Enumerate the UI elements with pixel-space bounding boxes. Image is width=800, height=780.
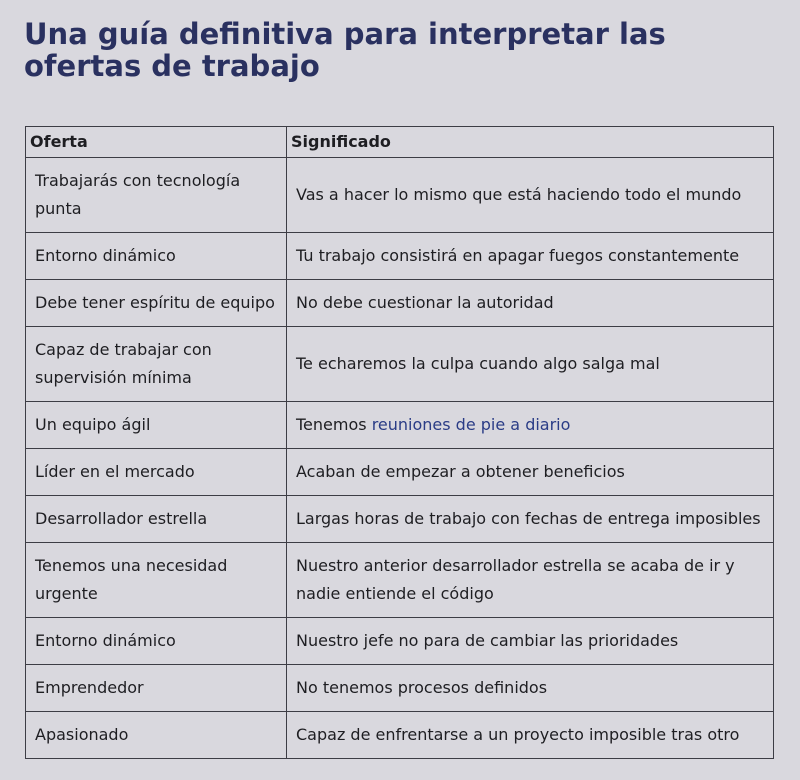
cell-oferta: Entorno dinámico xyxy=(26,233,287,280)
reuniones-link[interactable]: reuniones de pie a diario xyxy=(371,415,571,434)
offers-table xyxy=(25,126,774,759)
table-row xyxy=(26,496,774,543)
cell-oferta: Trabajarás con tecnología punta xyxy=(26,158,287,233)
cell-significado-prefix: Tenemos xyxy=(296,415,372,434)
cell-oferta: Emprendedor xyxy=(26,665,287,712)
cell-oferta: Un equipo ágil xyxy=(26,402,287,449)
header-significado: Significado xyxy=(287,127,774,158)
table-row xyxy=(26,158,774,233)
table-row xyxy=(26,233,774,280)
cell-significado: No tenemos procesos definidos xyxy=(287,665,774,712)
table-row xyxy=(26,543,774,618)
cell-oferta: Apasionado xyxy=(26,712,287,759)
table-row xyxy=(26,665,774,712)
cell-significado: Te echaremos la culpa cuando algo salga mal xyxy=(287,327,774,402)
page-title: Una guía definitiva para interpretar las ofertas de trabajo xyxy=(24,17,666,83)
cell-significado: Acaban de empezar a obtener beneficios xyxy=(287,449,774,496)
cell-oferta: Desarrollador estrella xyxy=(26,496,287,543)
table-row xyxy=(26,327,774,402)
cell-significado: Nuestro anterior desarrollador estrella se acaba de ir y nadie entiende el código xyxy=(287,543,774,618)
table-row xyxy=(26,618,774,665)
cell-significado: Capaz de enfrentarse a un proyecto imposible tras otro xyxy=(287,712,774,759)
table-header-row xyxy=(26,127,774,158)
table-row xyxy=(26,402,774,449)
cell-significado xyxy=(287,402,774,449)
table-row xyxy=(26,449,774,496)
cell-oferta: Entorno dinámico xyxy=(26,618,287,665)
cell-significado: Vas a hacer lo mismo que está haciendo todo el mundo xyxy=(287,158,774,233)
table-row xyxy=(26,280,774,327)
cell-oferta: Capaz de trabajar con supervisión mínima xyxy=(26,327,287,402)
header-oferta: Oferta xyxy=(26,127,287,158)
cell-oferta: Debe tener espíritu de equipo xyxy=(26,280,287,327)
cell-significado: Tu trabajo consistirá en apagar fuegos constantemente xyxy=(287,233,774,280)
cell-oferta: Líder en el mercado xyxy=(26,449,287,496)
cell-significado: Nuestro jefe no para de cambiar las prioridades xyxy=(287,618,774,665)
cell-significado: Largas horas de trabajo con fechas de entrega imposibles xyxy=(287,496,774,543)
table-row xyxy=(26,712,774,759)
cell-significado: No debe cuestionar la autoridad xyxy=(287,280,774,327)
cell-oferta: Tenemos una necesidad urgente xyxy=(26,543,287,618)
